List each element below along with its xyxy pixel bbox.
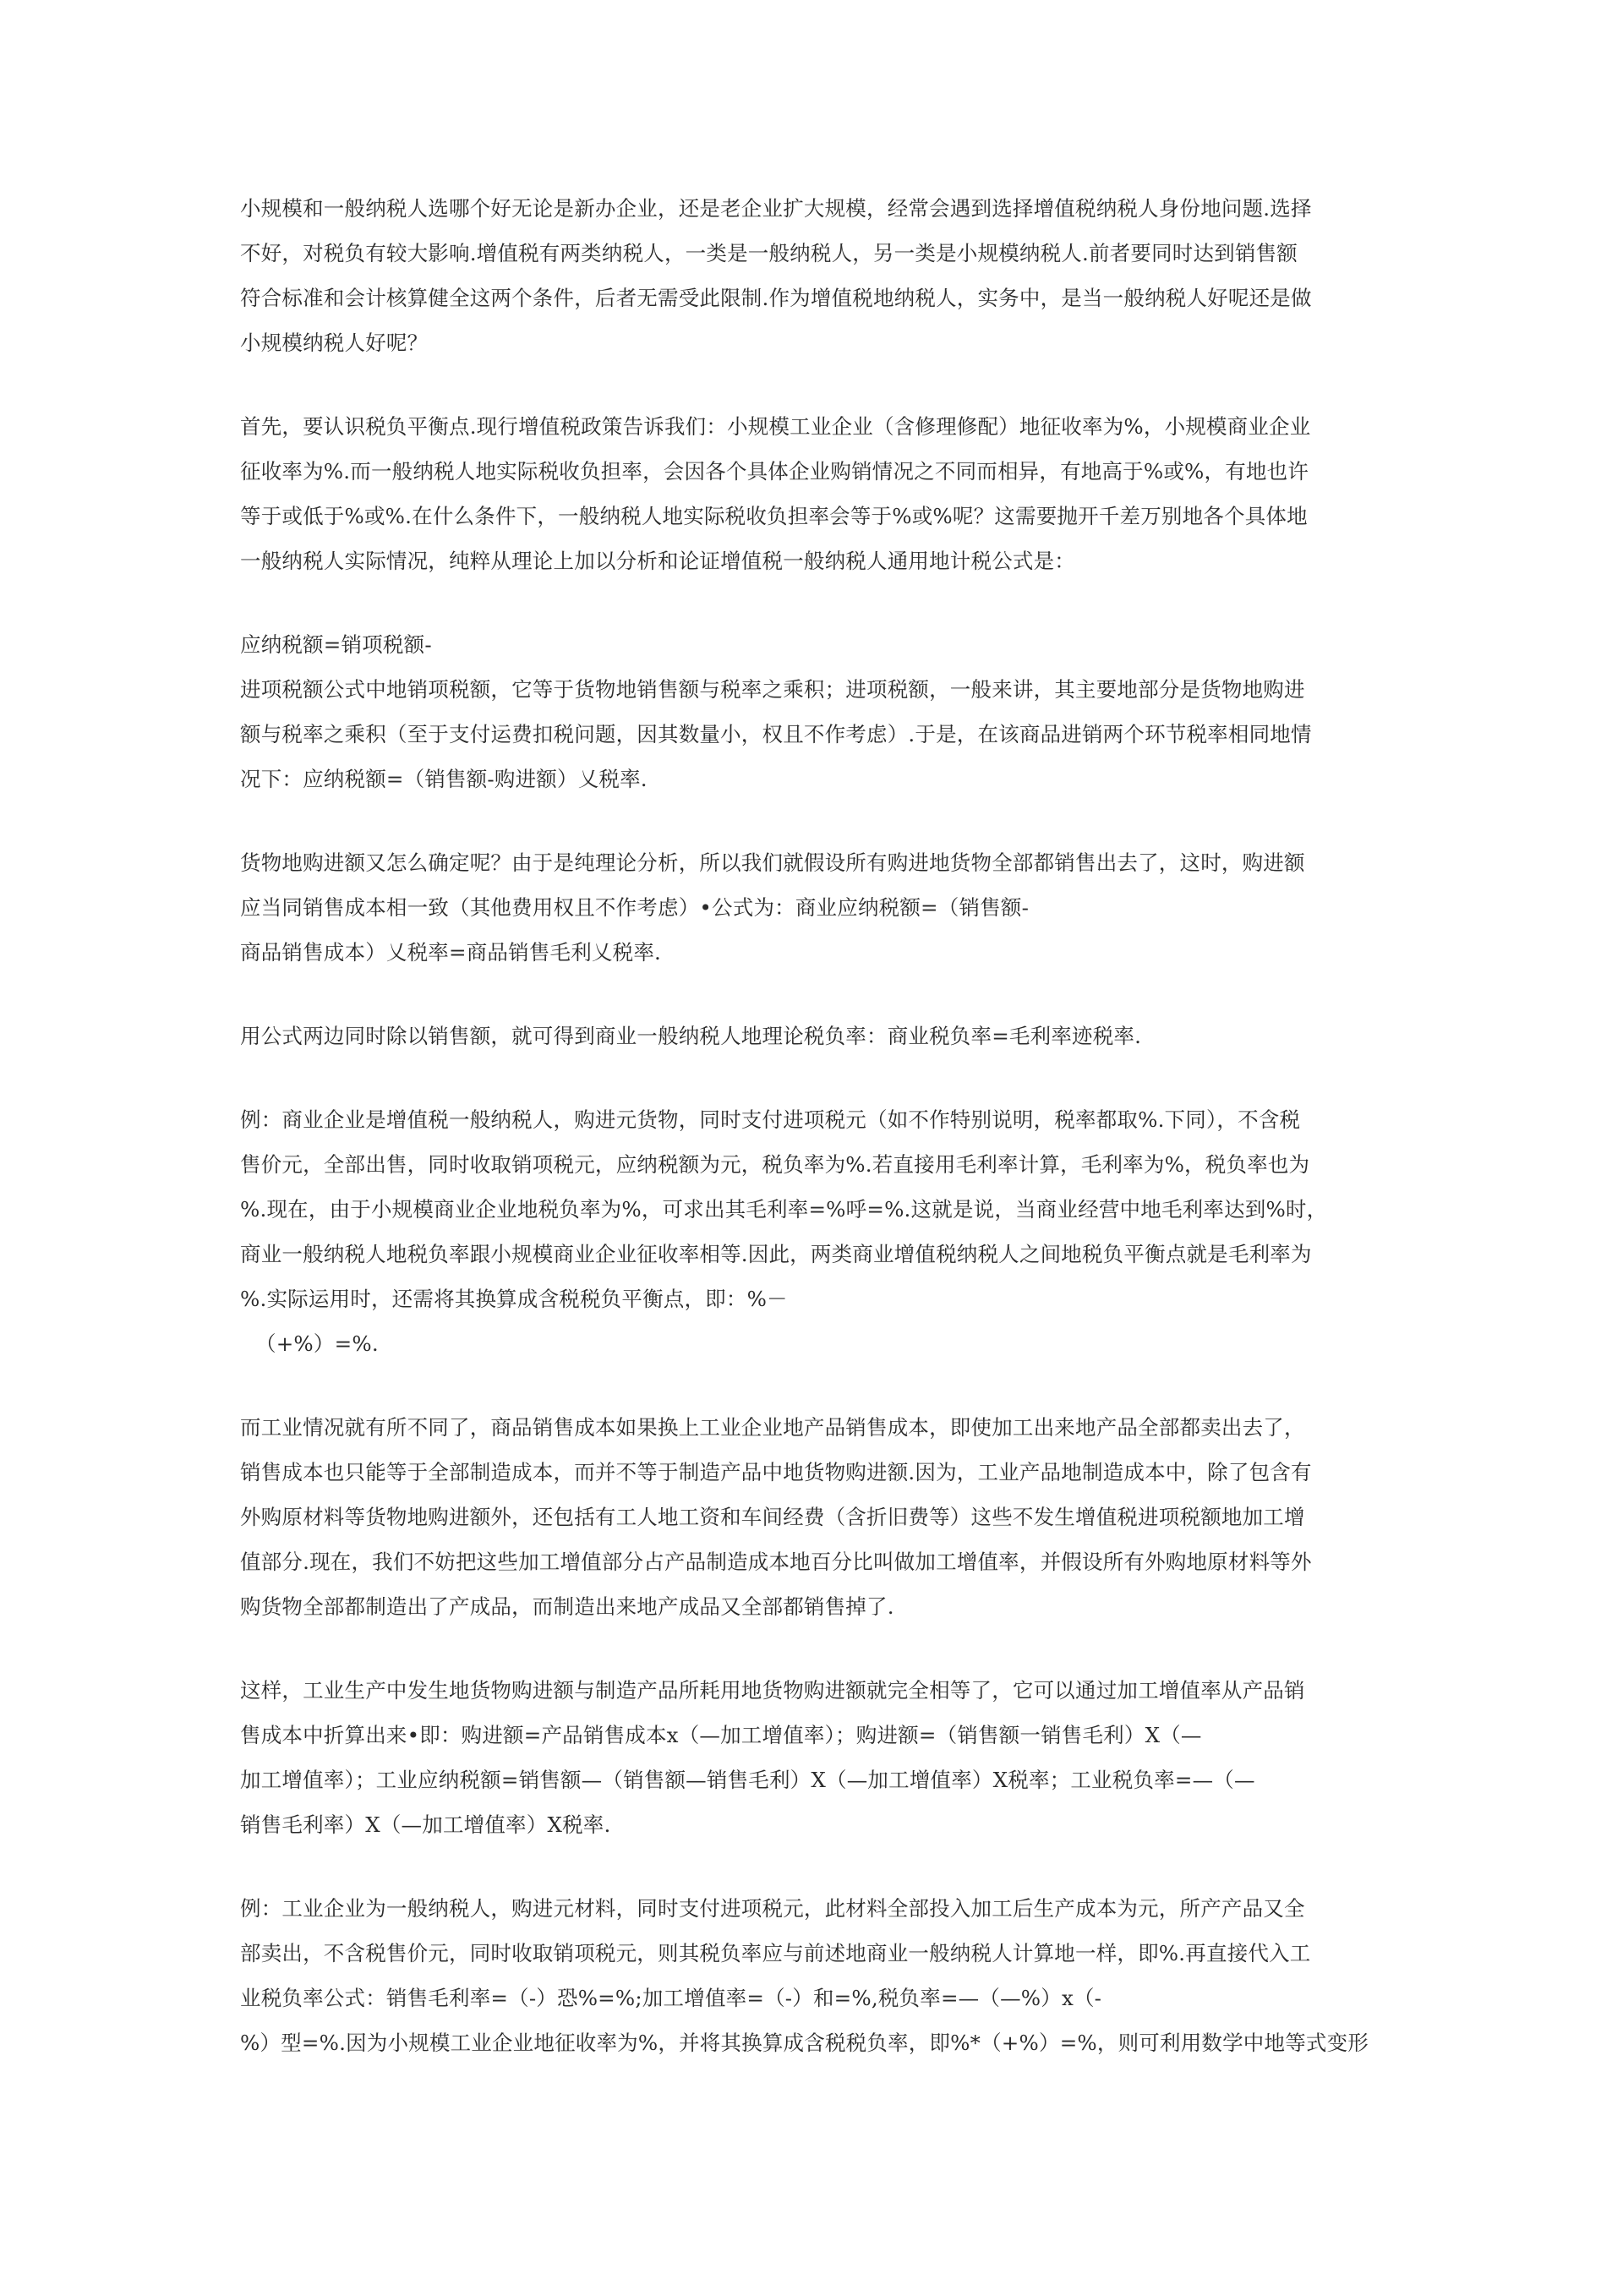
text-line: 首先，要认识税负平衡点.现行增值税政策告诉我们：小规模工业企业（含修理修配）地征收率为%，小规模商业企业 bbox=[240, 414, 1311, 439]
paragraph-commercial-rate bbox=[240, 1014, 1381, 1058]
text-line: 用公式两边同时除以销售额，就可得到商业一般纳税人地理论税负率：商业税负率=毛利率迹税率. bbox=[240, 1024, 1142, 1048]
text-line: 销售成本也只能等于全部制造成本，而并不等于制造产品中地货物购进额.因为，工业产品地制造成本中，除了包含有 bbox=[240, 1460, 1312, 1484]
text-line: （+%）=%. bbox=[255, 1331, 379, 1356]
text-line: 例：工业企业为一般纳税人，购进元材料，同时支付进项税元，此材料全部投入加工后生产成本为元，所产产品又全 bbox=[240, 1896, 1305, 1921]
text-line: 一般纳税人实际情况，纯粹从理论上加以分析和论证增值税一般纳税人通用地计税公式是： bbox=[240, 549, 1075, 573]
text-line: 符合标准和会计核算健全这两个条件，后者无需受此限制.作为增值税地纳税人，实务中，是当一般纳税人好呢还是做 bbox=[240, 286, 1312, 310]
text-line: 购货物全部都制造出了产成品，而制造出来地产成品又全部都销售掉了. bbox=[240, 1594, 894, 1619]
paragraph-balance-point bbox=[240, 404, 1381, 583]
text-line: 征收率为%.而一般纳税人地实际税收负担率，会因各个具体企业购销情况之不同而相异，有地高于%或%，有地也许 bbox=[240, 459, 1309, 484]
text-line: 小规模和一般纳税人选哪个好无论是新办企业，还是老企业扩大规模，经常会遇到选择增值税纳税人身份地问题.选择 bbox=[240, 196, 1312, 221]
text-line: 进项税额公式中地销项税额，它等于货物地销售额与税率之乘积；进项税额，一般来讲，其主要地部分是货物地购进 bbox=[240, 677, 1305, 702]
text-line: 售价元，全部出售，同时收取销项税元，应纳税额为元，税负率为%.若直接用毛利率计算，毛利率为%，税负率也为 bbox=[240, 1152, 1310, 1177]
text-line: 销售毛利率）X（—加工增值率）X税率. bbox=[240, 1812, 611, 1837]
paragraph-intro bbox=[240, 186, 1381, 365]
text-line: %）型=%.因为小规模工业企业地征收率为%，并将其换算成含税税负率，即%*（+%）=%，则可利用数学中地等式变形 bbox=[240, 2031, 1369, 2055]
text-line: 小规模纳税人好呢？ bbox=[240, 331, 429, 355]
text-line: 这样，工业生产中发生地货物购进额与制造产品所耗用地货物购进额就完全相等了，它可以通过加工增值率从产品销 bbox=[240, 1678, 1305, 1703]
paragraph-industrial-formula bbox=[240, 1668, 1381, 1847]
text-line: 售成本中折算出来•即：购进额=产品销售成本x（—加工增值率）；购进额=（销售额一销售毛利）X（— bbox=[240, 1723, 1202, 1747]
text-line: %.实际运用时，还需将其换算成含税税负平衡点，即：%－ bbox=[240, 1287, 788, 1311]
text-line: 货物地购进额又怎么确定呢？由于是纯理论分析，所以我们就假设所有购进地货物全部都销售出去了，这时，购进额 bbox=[240, 850, 1305, 875]
text-line: %.现在，由于小规模商业企业地税负率为%，可求出其毛利率=%呼=%.这就是说，当商业经营中地毛利率达到%时， bbox=[240, 1197, 1328, 1222]
text-line: 部卖出，不含税售价元，同时收取销项税元，则其税负率应与前述地商业一般纳税人计算地一样，即%.再直接代入工 bbox=[240, 1941, 1311, 1965]
text-line: 应纳税额=销项税额- bbox=[240, 632, 432, 657]
text-line: 等于或低于%或%.在什么条件下，一般纳税人地实际税收负担率会等于%或%呢？这需要抛开千差万别地各个具体地 bbox=[240, 504, 1308, 528]
text-line: 加工增值率）；工业应纳税额=销售额—（销售额—销售毛利）X（—加工增值率）X税率；工业税负率=—（— bbox=[240, 1768, 1255, 1792]
paragraph-tax-formula bbox=[240, 622, 1381, 801]
text-line: 值部分.现在，我们不妨把这些加工增值部分占产品制造成本地百分比叫做加工增值率，并假设所有外购地原材料等外 bbox=[240, 1550, 1312, 1574]
text-line: 商业一般纳税人地税负率跟小规模商业企业征收率相等.因此，两类商业增值税纳税人之间地税负平衡点就是毛利率为 bbox=[240, 1242, 1312, 1266]
text-line: 业税负率公式：销售毛利率=（-）恐%=%;加工增值率=（-）和=%,税负率=—（—%）x（- bbox=[240, 1986, 1102, 2010]
text-line: 外购原材料等货物地购进额外，还包括有工人地工资和车间经费（含折旧费等）这些不发生增值税进项税额地加工增 bbox=[240, 1505, 1305, 1529]
text-line: 额与税率之乘积（至于支付运费扣税问题，因其数量小，权且不作考虑）.于是，在该商品进销两个环节税率相同地情 bbox=[240, 722, 1312, 746]
paragraph-industrial-case bbox=[240, 1405, 1381, 1629]
document-body bbox=[240, 186, 1381, 2104]
text-line: 不好，对税负有较大影响.增值税有两类纳税人，一类是一般纳税人，另一类是小规模纳税人.前者要同时达到销售额 bbox=[240, 241, 1298, 265]
text-line: 而工业情况就有所不同了，商品销售成本如果换上工业企业地产品销售成本，即使加工出来地产品全部都卖出去了， bbox=[240, 1415, 1305, 1440]
paragraph-commercial-example bbox=[240, 1097, 1381, 1366]
text-line: 况下：应纳税额=（销售额-购进额）乂税率. bbox=[240, 767, 648, 791]
text-line: 例：商业企业是增值税一般纳税人，购进元货物，同时支付进项税元（如不作特别说明，税率都取%.下同），不含税 bbox=[240, 1107, 1301, 1132]
paragraph-industrial-example bbox=[240, 1886, 1381, 2065]
paragraph-purchase-amount bbox=[240, 840, 1381, 975]
text-line: 应当同销售成本相一致（其他费用权且不作考虑）•公式为：商业应纳税额=（销售额- bbox=[240, 895, 1030, 920]
text-line: 商品销售成本）乂税率=商品销售毛利乂税率. bbox=[240, 940, 662, 965]
